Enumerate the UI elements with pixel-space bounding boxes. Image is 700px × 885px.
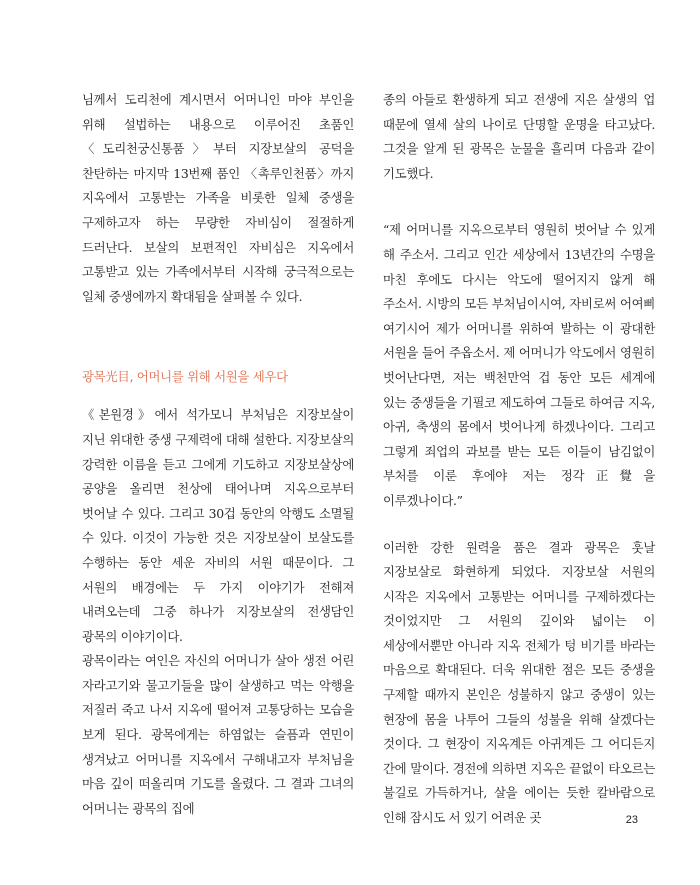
- left-column: [82, 88, 354, 821]
- right-column: [383, 88, 655, 831]
- intro-paragraph: 님께서 도리천에 계시면서 어머니인 마야 부인을 위해 설법하는 내용으로 이루어진 초품인 〈도리천궁신통품〉부터 지장보살의 공덕을 찬탄하는 마지막 13번째 품인 〈촉루인천품〉까지 지옥에서 고통받는 가족을 비롯한 일체 중생을 구제하고자 하는 무량한 자비심이 절절하게 드러난다. 보살의 보편적인 자비심은 지옥에서 고통받고 있는 가족에서부터 시작해 궁극적으로는 일체 중생에까지 확대됨을 살펴볼 수 있다.: [82, 92, 354, 304]
- body-paragraph-2: 광목이라는 여인은 자신의 어머니가 살아 생전 어린 자라고기와 물고기들을 많이 살생하고 먹는 악행을 저질러 죽고 나서 지옥에 떨어져 고통당하는 모습을 보게 된다. 광목에게는 하염없는 슬픔과 연민이 생겨났고 어머니를 지옥에서 구해내고자 부처님을 마음 깊이 떠올리며 기도를 올렸다. 그 결과 그녀의 어머니는 광목의 집에: [82, 653, 354, 816]
- section-heading: 광목光目, 어머니를 위해 서원을 세우다: [82, 369, 288, 385]
- body-paragraph-1: 《본원경》에서 석가모니 부처님은 지장보살이 지닌 위대한 중생 구제력에 대해 설한다. 지장보살의 강력한 이름을 듣고 그에게 기도하고 지장보살상에 공양을 올리면 천상에 태어나며 지옥으로부터 벗어날 수 있다. 그리고 30겁 동안의 악행도 소멸될 수 있다. 이것이 가능한 것은 지장보살이 보살도를 수행하는 동안 세운 자비의 서원 때문이다. 그 서원의 배경에는 두 가지 이야기가 전해져 내려오는데 그중 하나가 지장보살의 전생담인 광목의 이야기이다.: [82, 407, 354, 644]
- prayer-quote: “제 어머니를 지옥으로부터 영원히 벗어날 수 있게 해 주소서. 그리고 인간 세상에서 13년간의 수명을 마친 후에도 다시는 악도에 떨어지지 않게 해 주소서. 시방의 모든 부처님이시여, 자비로써 어여삐 여기시어 제가 어머니를 위하여 발하는 이 광대한 서원을 들어 주옵소서. 제 어머니가 악도에서 영원히 벗어난다면, 저는 백천만억 겁 동안 모든 세계에 있는 중생들을 기필코 제도하여 그들로 하여금 지옥, 아귀, 축생의 몸에서 벗어나게 하겠나이다. 그리고 그렇게 죄업의 과보를 받는 모든 이들이 남김없이 부처를 이룬 후에야 저는 정각正覺을 이루겠나이다.”: [383, 222, 655, 508]
- continuation-paragraph: 종의 아들로 환생하게 되고 전생에 지은 살생의 업 때문에 열세 살의 나이로 단명할 운명을 타고났다. 그것을 알게 된 광목은 눈물을 흘리며 다음과 같이 기도했다.: [383, 92, 655, 181]
- page-number: 23: [625, 814, 638, 826]
- body-paragraph-3: 이러한 강한 원력을 품은 결과 광목은 훗날 지장보살로 화현하게 되었다. 지장보살 서원의 시작은 지옥에서 고통받는 어머니를 구제하겠다는 것이었지만 그 서원의 깊이와 넓이는 이 세상에서뿐만 아니라 지옥 전체가 텅 비기를 바라는 마음으로 확대된다. 더욱 위대한 점은 모든 중생을 구제할 때까지 본인은 성불하지 않고 중생이 있는 현장에 몸을 나투어 그들의 성불을 위해 살겠다는 것이다. 그 현장이 지옥계든 아귀계든 그 어디든지 간에 말이다. 경전에 의하면 지옥은 끝없이 타오르는 불길로 가득하거나, 살을 에이는 듯한 칼바람으로 인해 잠시도 서 있기 어려운 곳: [383, 539, 655, 826]
